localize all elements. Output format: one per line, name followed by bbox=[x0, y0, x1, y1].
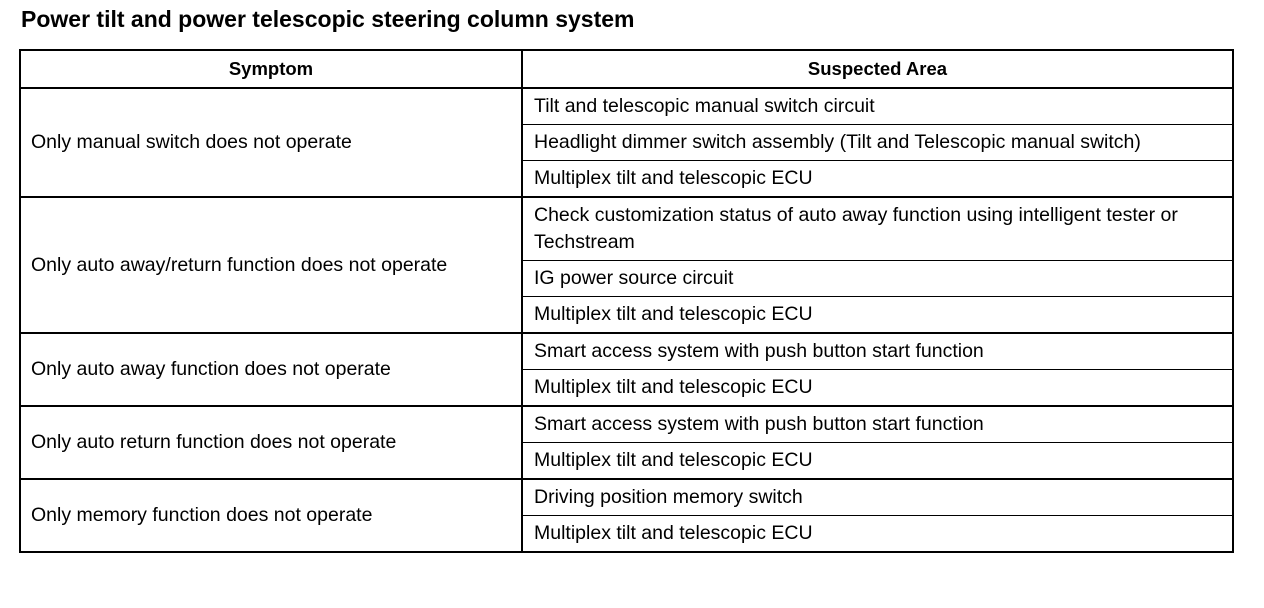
table-row bbox=[20, 197, 1233, 261]
table-body bbox=[20, 88, 1233, 552]
table-row bbox=[20, 333, 1233, 370]
suspected-area-cell: Headlight dimmer switch assembly (Tilt and Telescopic manual switch) bbox=[522, 125, 1233, 161]
suspected-area-cell: Multiplex tilt and telescopic ECU bbox=[522, 297, 1233, 334]
table-row bbox=[20, 88, 1233, 125]
column-header-symptom: Symptom bbox=[20, 50, 522, 88]
suspected-area-cell: Tilt and telescopic manual switch circuit bbox=[522, 88, 1233, 125]
diagnostic-table-container bbox=[19, 49, 1234, 553]
suspected-area-cell: Multiplex tilt and telescopic ECU bbox=[522, 370, 1233, 407]
column-header-suspected-area: Suspected Area bbox=[522, 50, 1233, 88]
suspected-area-cell: Smart access system with push button start function bbox=[522, 333, 1233, 370]
suspected-area-cell: Multiplex tilt and telescopic ECU bbox=[522, 516, 1233, 553]
table-header bbox=[20, 50, 1233, 88]
suspected-area-cell: IG power source circuit bbox=[522, 261, 1233, 297]
page-title: Power tilt and power telescopic steering column system bbox=[21, 6, 635, 32]
table-row bbox=[20, 479, 1233, 516]
symptom-cell: Only auto return function does not operate bbox=[20, 406, 522, 479]
symptom-cell: Only auto away/return function does not operate bbox=[20, 197, 522, 333]
suspected-area-cell: Multiplex tilt and telescopic ECU bbox=[522, 443, 1233, 480]
header-row bbox=[20, 50, 1233, 88]
symptom-cell: Only manual switch does not operate bbox=[20, 88, 522, 197]
symptom-cell: Only memory function does not operate bbox=[20, 479, 522, 552]
suspected-area-cell: Check customization status of auto away function using intelligent tester or Techstream bbox=[522, 197, 1233, 261]
diagnostic-table bbox=[19, 49, 1234, 553]
table-row bbox=[20, 406, 1233, 443]
suspected-area-cell: Driving position memory switch bbox=[522, 479, 1233, 516]
suspected-area-cell: Smart access system with push button start function bbox=[522, 406, 1233, 443]
suspected-area-cell: Multiplex tilt and telescopic ECU bbox=[522, 161, 1233, 198]
symptom-cell: Only auto away function does not operate bbox=[20, 333, 522, 406]
